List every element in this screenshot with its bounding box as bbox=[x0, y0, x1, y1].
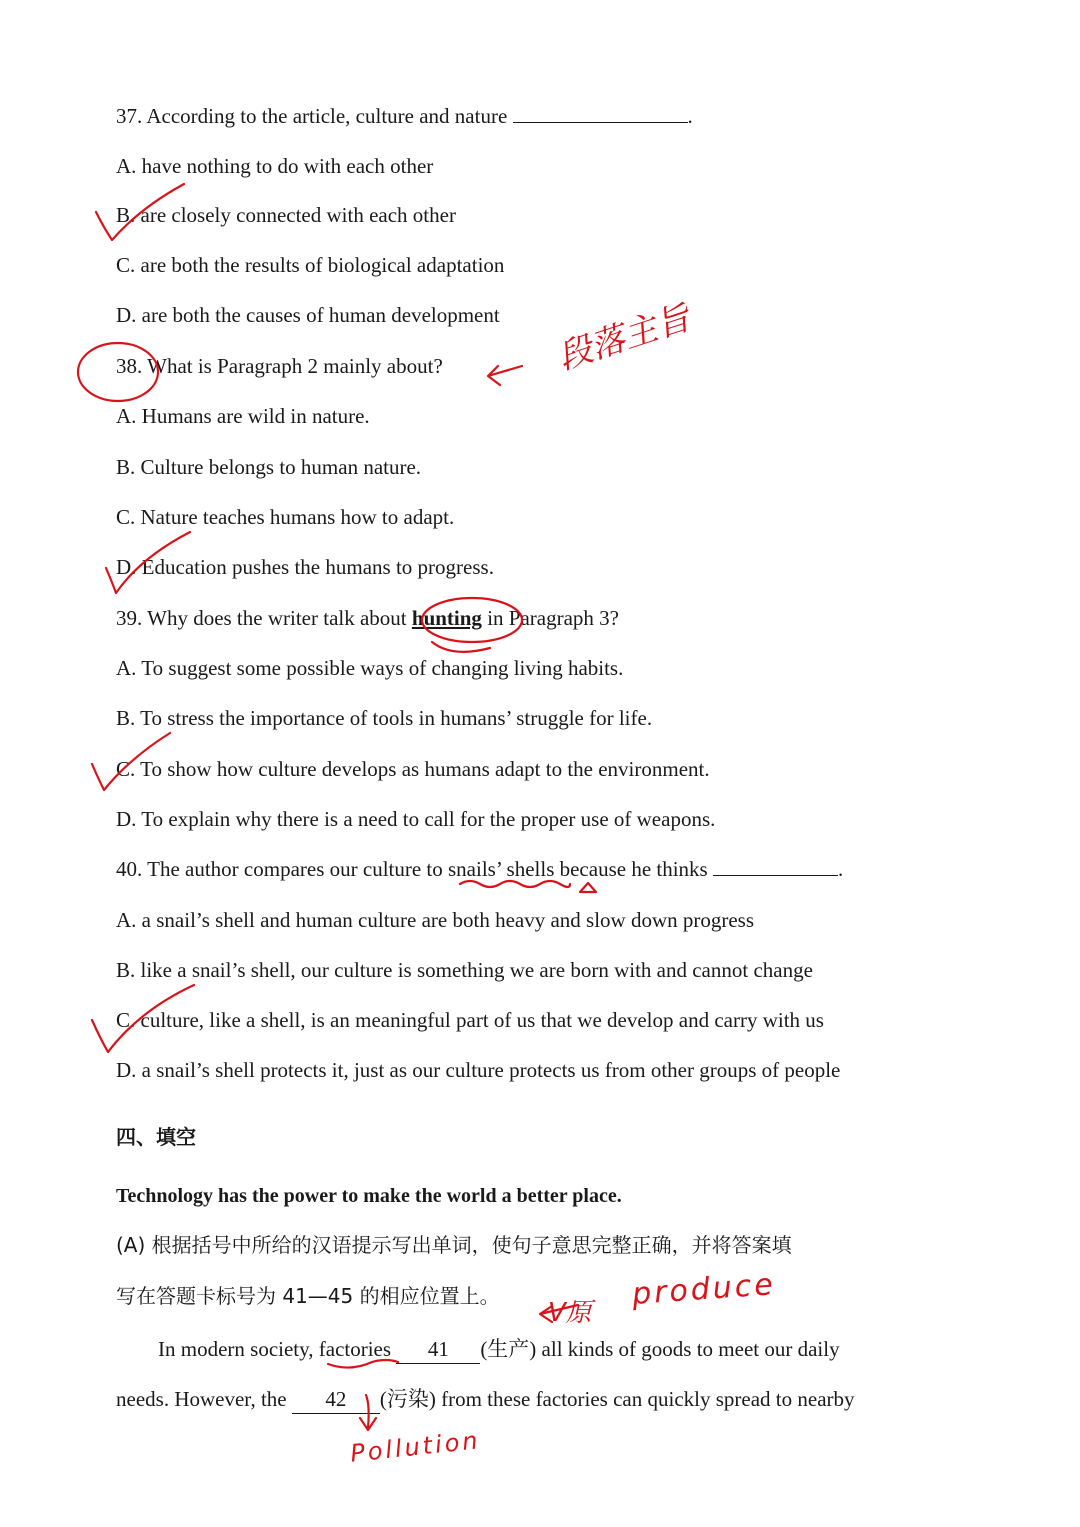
section-title: 四、填空 bbox=[116, 1125, 196, 1149]
question-38-stem: 38. What is Paragraph 2 mainly about? bbox=[116, 354, 443, 378]
option-37-c: C. are both the results of biological adaptation bbox=[116, 253, 505, 277]
blank-41[interactable]: 41 bbox=[396, 1335, 480, 1364]
option-37-b: B. are closely connected with each other bbox=[116, 203, 456, 227]
option-39-b: B. To stress the importance of tools in humans’ struggle for life. bbox=[116, 706, 653, 730]
passage-title: Technology has the power to make the world a better place. bbox=[116, 1185, 622, 1207]
arrow-38 bbox=[488, 366, 522, 385]
option-37-d: D. are both the causes of human development bbox=[116, 303, 500, 327]
option-38-d: D. Education pushes the humans to progress. bbox=[116, 555, 494, 579]
option-39-a: A. To suggest some possible ways of changing living habits. bbox=[116, 656, 624, 680]
note-verb-form: V原 bbox=[548, 1298, 592, 1328]
option-38-c: C. Nature teaches humans how to adapt. bbox=[116, 505, 455, 529]
option-38-b: B. Culture belongs to human nature. bbox=[116, 455, 422, 479]
option-39-c: C. To show how culture develops as humans adapt to the environment. bbox=[116, 757, 710, 781]
option-38-a: A. Humans are wild in nature. bbox=[116, 404, 370, 428]
answer-blank bbox=[513, 102, 688, 123]
triangle-mark bbox=[580, 883, 596, 892]
note-pollution: Pollution bbox=[348, 1426, 482, 1468]
option-40-a: A. a snail’s shell and human culture are both heavy and slow down progress bbox=[116, 908, 755, 932]
option-40-b: B. like a snail’s shell, our culture is something we are born with and cannot change bbox=[116, 958, 813, 982]
option-40-c: C. culture, like a shell, is an meaningful part of us that we develop and carry with us bbox=[116, 1008, 824, 1032]
instruction-line-2: 写在答题卡标号为 41—45 的相应位置上。 bbox=[116, 1284, 500, 1308]
swoosh-hunting bbox=[432, 642, 490, 652]
option-39-d: D. To explain why there is a need to call for the proper use of weapons. bbox=[116, 807, 716, 831]
answer-blank bbox=[713, 855, 838, 876]
note-produce: produce bbox=[630, 1267, 777, 1312]
option-37-a: A. have nothing to do with each other bbox=[116, 154, 434, 178]
question-40-stem: 40. The author compares our culture to snails’ shells because he thinks . bbox=[116, 857, 844, 881]
blank-42[interactable]: 42 bbox=[292, 1385, 380, 1414]
note-main-idea: 段落主旨 bbox=[553, 297, 695, 378]
passage-line-1: In modern society, factories 41 (生产) all kinds of goods to meet our daily bbox=[158, 1335, 840, 1364]
question-37-stem: 37. According to the article, culture and nature . bbox=[116, 104, 693, 128]
question-39-stem: 39. Why does the writer talk about hunting in Paragraph 3? bbox=[116, 606, 619, 630]
option-40-d: D. a snail’s shell protects it, just as our culture protects us from other groups of people bbox=[116, 1058, 841, 1082]
instruction-line-1: (A) 根据括号中所给的汉语提示写出单词，使句子意思完整正确，并将答案填 bbox=[116, 1233, 792, 1257]
passage-line-2: needs. However, the 42 (污染) from these factories can quickly spread to nearby bbox=[116, 1385, 855, 1414]
